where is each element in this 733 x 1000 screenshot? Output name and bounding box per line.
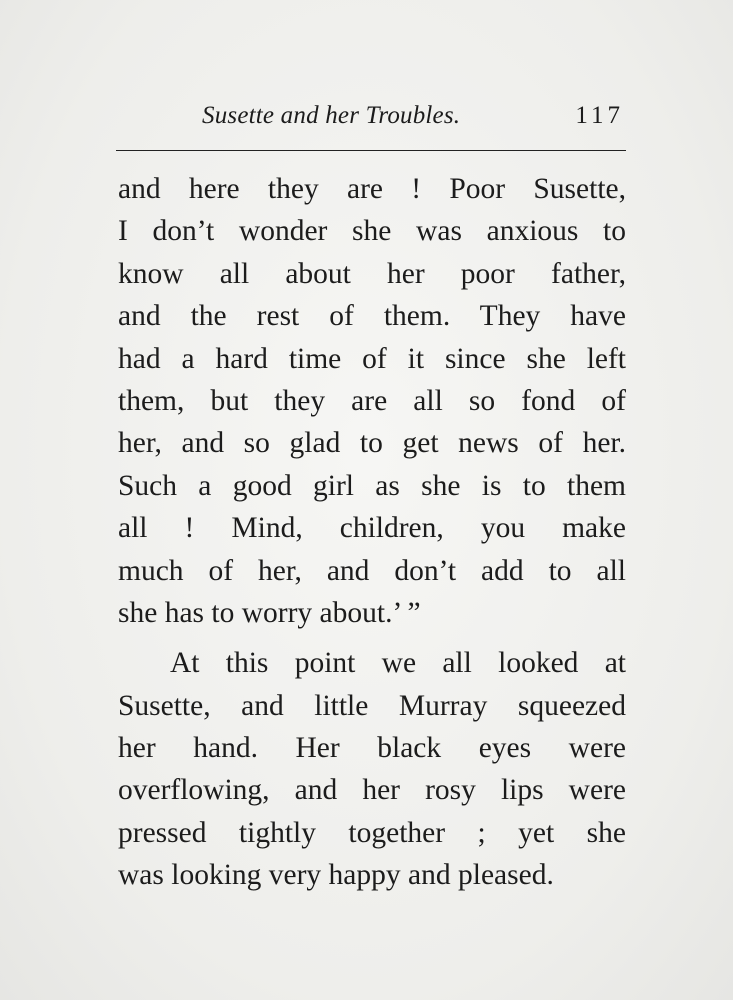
text-line: her hand. Her black eyes were — [118, 732, 626, 765]
paragraph-2 — [118, 642, 626, 896]
page-number: 117 — [575, 102, 624, 129]
paragraph-gap — [118, 634, 626, 642]
text-line: she has to worry about.’ ” — [118, 596, 421, 629]
text-line: and here they are ! Poor Susette, — [118, 173, 626, 205]
running-title: Susette and her Troubles. — [202, 102, 461, 129]
body-text — [118, 168, 626, 897]
text-line: all ! Mind, children, you make — [118, 512, 626, 545]
text-line: know all about her poor father, — [118, 257, 626, 290]
text-line: her, and so glad to get news of her. — [118, 427, 626, 460]
paragraph-1 — [118, 168, 626, 634]
text-line: had a hard time of it since she left — [118, 342, 626, 375]
text-line: overflowing, and her rosy lips were — [118, 774, 626, 807]
text-line: I don’t wonder she was anxious to — [118, 215, 626, 248]
text-line: Susette, and little Murray squeezed — [118, 689, 626, 722]
running-head — [116, 100, 624, 136]
text-line: Such a good girl as she is to them — [118, 469, 626, 502]
text-line: At this point we all looked at — [170, 647, 626, 680]
header-rule — [116, 150, 626, 151]
text-line: and the rest of them. They have — [118, 300, 626, 333]
text-line: pressed tightly together ; yet she — [118, 816, 626, 849]
text-line: much of her, and don’t add to all — [118, 554, 626, 587]
text-line: them, but they are all so fond of — [118, 384, 626, 417]
text-line: was looking very happy and pleased. — [118, 859, 554, 892]
